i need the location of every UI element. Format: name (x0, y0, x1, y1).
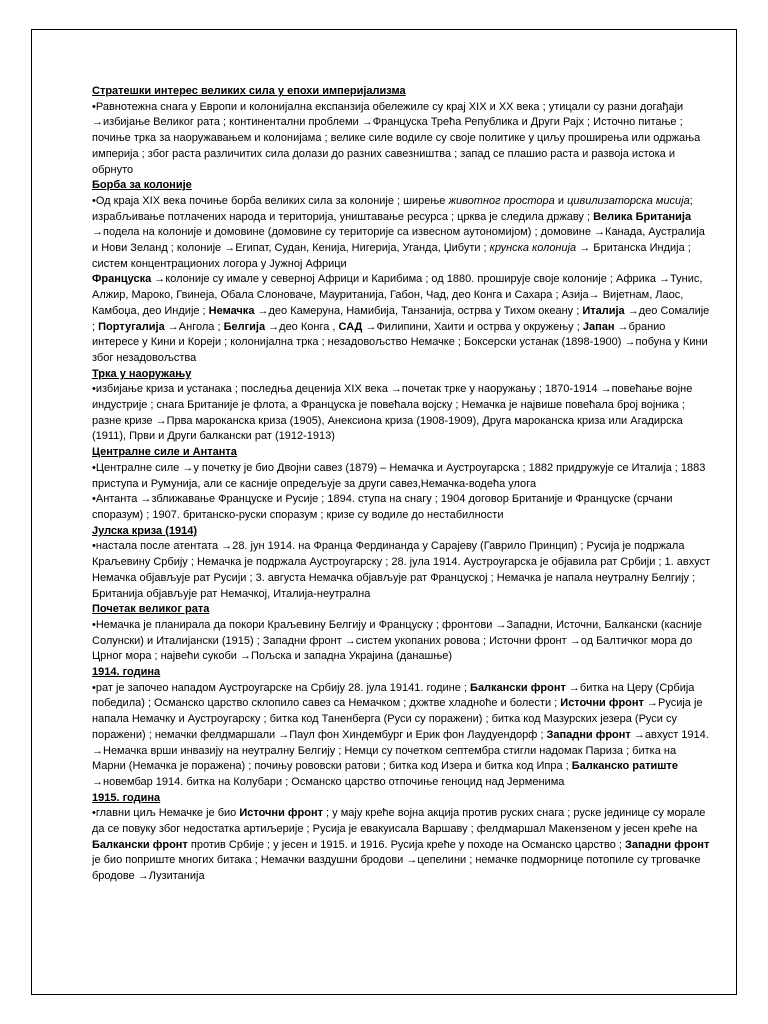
section-heading: Борба за колоније (92, 179, 192, 192)
bold-term: Западни фронт (546, 728, 631, 741)
text-run: →бранио интересе у Кини и Кореји ; колонијална трка ; незадовољство Немачке ; Боксерски устанак (1898-1900) →побуна у Кини због незадовољства (92, 320, 708, 364)
text-run: је био поприште многих битака ; Немачки ваздушни бродови →цепелини ; немачке подморнице потопиле су трговачке бродове →Лузитанија (92, 854, 701, 883)
section-paragraph (92, 492, 712, 523)
section-heading: 1914. година (92, 666, 161, 679)
bold-term: Јапан (582, 320, 615, 333)
text-run: против Србије ; у јесен и 1915. и 1916. Русија креће у походе на Османско царство ; (187, 838, 626, 851)
text-run: →подела на колоније и домовине (домовине су територије са извесном аутономијом) ; домовине →Канада, Аустралија и Нови Зеланд ; колоније →Египат, Судан, Кенија, Нигерија, Уганда, Џибути ; (92, 226, 705, 255)
text-run: •избијање криза и устанака ; последња деценија XIX века →почетак трке у наоружању ; 1870-1914 →повећање војне индустрије ; снага Британије је флота, а Француска је повећала војску ; Немачка је највише повећала број војника ; разне кризе →Прва мароканска криза (1905), Анексиона криза (1908-1909), Друга мароканска криза или Агадирска (1911), Први и Други балкански рат (1912-1913) (92, 383, 693, 443)
bold-term: Белгија (223, 320, 266, 333)
text-run: →Русија је напала Немачку и Аустроугарску ; битка код Таненберга (Руси су поражени) ; битка код Мазурских језера (Руси су поражени) ; немачки фелдмаршали →Паул фон Хиндембург и Ерик фон Лаудуендорф ; (92, 697, 703, 741)
text-run: → Британска Индија ; систем концентрационих логора у Јужној Африци (92, 242, 691, 270)
bold-term: Балкански фронт (470, 681, 566, 694)
italic-term: крунска колонија (489, 242, 577, 255)
text-run: →део Сомалије ; (92, 304, 710, 333)
text-run: •рат је започео нападом Аустроугарске на Србију 28. јула 19141. године ; (92, 681, 471, 694)
bold-term: Балкански фронт (92, 838, 188, 851)
text-run: →колоније су имале у северној Африци и Карибима ; од 1880. проширује своје колоније ; Африка →Тунис, Алжир, Мароко, Гвинеја, Обала Слоноваче, Мауританија, Габон, Чад, део Конга и Сахара ; Азија→ Вијетнам, Лаос, Камбоџа, део Индије ; (92, 273, 703, 317)
italic-term: животног простора (448, 194, 555, 207)
bold-term: Западни фронт (625, 838, 710, 851)
text-run: •Равнотежна снага у Европи и колонијална експанзија обележиле су крај XIX и XX века ; утицали су разни догађаји →избијање Великог рата ; континентални проблеми →Француска Трећа Република и Други Рајх ; Источно питање ; почиње трка за наоружавањем и колонијама ; велике силе водиле су своје политике у циљу проширења или одржања империја ; због раста различитих сила долази до разних савезништва ; запад се плашио раста и развоја истока и обрнуто (92, 100, 701, 176)
section-heading: Стратешки интерес великих сила у епохи империјализма (92, 85, 406, 97)
text-run: →битка на Церу (Србија победила) ; Османско царство склопило савез са Немачком ; дхжтве хладноће и болести ; (92, 681, 695, 710)
bold-term: САД (338, 320, 363, 333)
text-run: •Централне силе →у почетку је био Двојни савез (1879) – Немачка и Аустроугарска ; 1882 придружује се Италија ; 1883 приступа и Румунија, али се касније опредељује за други савез,Немачка-водећа улога (92, 461, 706, 490)
text-run: →део Камеруна, Намибија, Танзанија, острва у Тихом океану ; (254, 304, 583, 317)
text-run: →Ангола ; (164, 320, 224, 333)
text-run: ; у мају креће војна акција против руских снага ; руске јединице су морале да се повуку због недостатка артиљерије ; Русија је евакуисала Варшаву ; фелдмаршал Макензеном у јесен креће на (92, 807, 706, 836)
section-heading: Јулска криза (1914) (92, 524, 198, 537)
text-run: •Антанта →зближавање Француске и Русије ; 1894. ступа на снагу ; 1904 договор Британије и Француске (срчани споразум) ; 1907. британско-руски споразум ; кризе су водиле до нестабилности (92, 493, 673, 521)
text-run: •настала после атентата →28. јун 1914. на Франца Фердинанда у Сарајеву (Гаврило Принцип) ; Русија је подржала Краљевину Србију ; Немачка је подржала Аустроугарску ; 28. јула 1914. Аустроугарска је објавила рат Србији ; 1. авхуст Немачка објављује рат Русији ; 3. августа Немачка објављује рат Француској ; Немачка је напала неутралну Белгију ; Британија објављује рат Немачкој, Италија-неутрална (92, 540, 711, 600)
section-paragraph (92, 272, 712, 366)
section-paragraph (92, 461, 712, 492)
text-run: •Немачка је планирала да покори Краљевину Белгију и Француску ; фронтови →Западни, Источни, Балкански (касније Солунски) и Италијански (1915) ; Западни фронт →систем укопаних ровова ; Источни фронт →од Балтичког мора до Црног мора ; највећи сукоби →Пољска и западна Украјина (данашње) (92, 618, 702, 663)
bold-term: Велика Британија (593, 210, 692, 223)
document-body (92, 84, 712, 885)
section-heading: Централне силе и Антанта (92, 446, 237, 459)
italic-term: цивилизаторска мисија (567, 194, 690, 207)
text-run: →Филипини, Хаити и острва у окружењу ; (362, 320, 583, 333)
bold-term: Источни фронт (560, 697, 644, 710)
text-run: →део Конга , (265, 320, 339, 333)
bold-term: Источни фронт (239, 807, 323, 820)
bold-term: Италија (582, 304, 625, 317)
text-run: ; израбљивање потлачених народа и територија, уништавање ресурса ; црква је следила државу ; (92, 194, 693, 223)
section-paragraph (92, 382, 712, 445)
text-run: •Од краја XIX века почиње борба великих сила за колоније ; ширење (92, 194, 449, 207)
section-paragraph (92, 618, 712, 665)
bold-term: Немачка (208, 304, 255, 317)
text-run: →новембар 1914. битка на Колубари ; Османско царство отпочиње геноцид над Јерменима (92, 775, 565, 788)
section-paragraph (92, 539, 712, 602)
bold-term: Француска (92, 273, 152, 286)
section-paragraph (92, 806, 712, 885)
bold-term: Португалија (98, 320, 165, 333)
section-paragraph (92, 681, 712, 791)
section-paragraph (92, 194, 712, 273)
section-heading: Почетак великог рата (92, 603, 210, 616)
text-run: •главни циљ Немачке је био (92, 807, 240, 820)
section-heading: Трка у наоружању (92, 367, 192, 380)
bold-term: Балканско ратиште (571, 760, 678, 773)
section-heading: 1915. година (92, 791, 161, 804)
section-paragraph (92, 100, 712, 179)
text-run: и (554, 194, 568, 207)
text-run: →авхуст 1914. →Немачка врши инвазију на неутралну Белгију ; Немци су почетком септембра стигли надомак Париза ; битка на Марни (Немачка је поражена) ; почињу рововски ратови ; битка код Изера и битка код Ипра ; (92, 728, 709, 773)
